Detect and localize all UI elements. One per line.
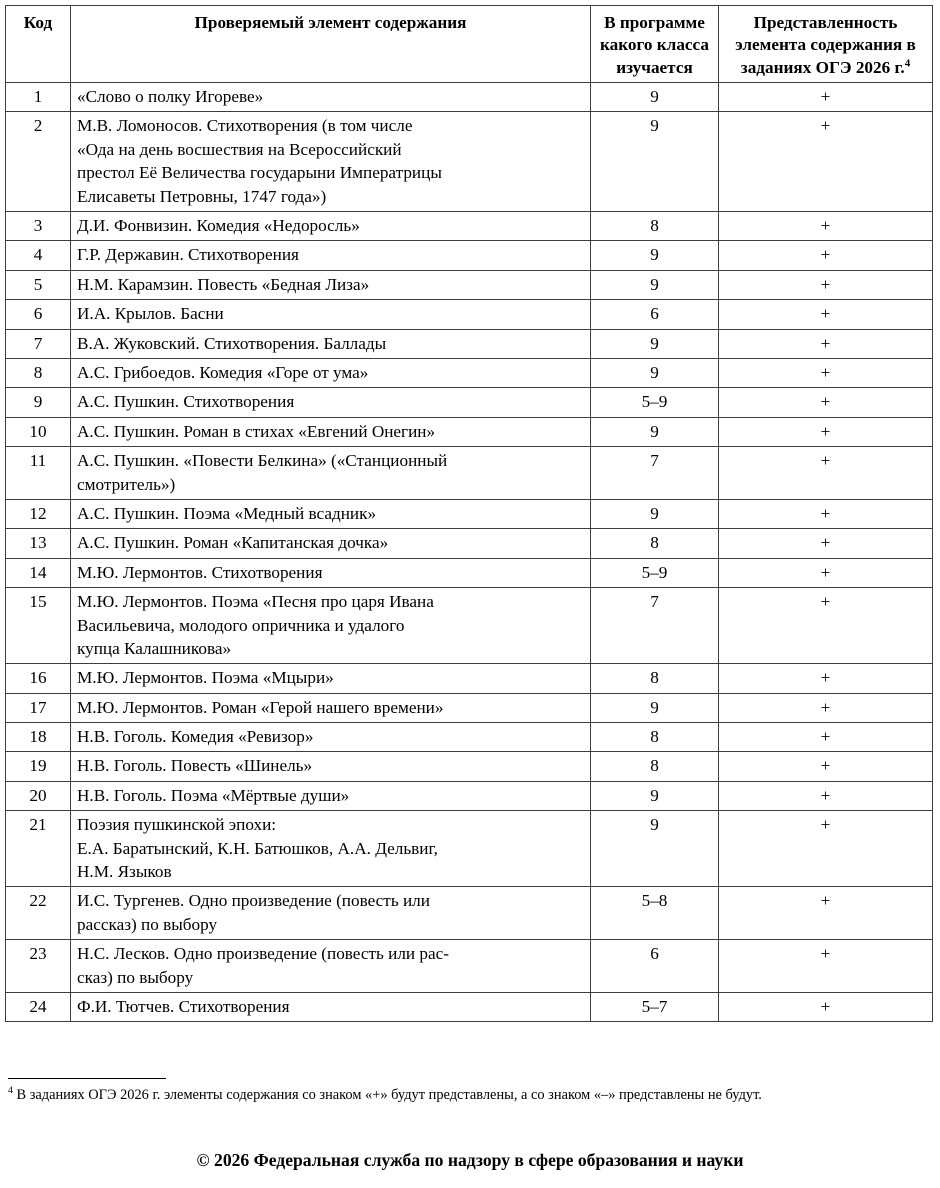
table-row: [6, 588, 933, 664]
content-element-line: престол Её Величества государыни Императрицы: [77, 163, 442, 183]
cell-representation: +: [719, 300, 933, 329]
column-header-class: В программе какого класса изучается: [591, 6, 719, 83]
content-element-line: И.А. Крылов. Басни: [77, 304, 224, 324]
content-element-line: Поэзия пушкинской эпохи:: [77, 815, 277, 835]
cell-representation: +: [719, 752, 933, 781]
cell-class: 5–7: [591, 992, 719, 1021]
column-header-code: Код: [6, 6, 71, 83]
cell-code: 5: [6, 270, 71, 299]
cell-code: 10: [6, 417, 71, 446]
content-element-line: М.Ю. Лермонтов. Роман «Герой нашего времени»: [77, 697, 444, 717]
cell-class: 9: [591, 499, 719, 528]
content-element-line: Н.В. Гоголь. Комедия «Ревизор»: [77, 727, 314, 747]
cell-class: 8: [591, 664, 719, 693]
cell-code: 19: [6, 752, 71, 781]
content-element-line: Д.И. Фонвизин. Комедия «Недоросль»: [77, 216, 360, 236]
content-element-line: Н.М. Карамзин. Повесть «Бедная Лиза»: [77, 274, 370, 294]
cell-representation: +: [719, 664, 933, 693]
cell-representation: +: [719, 811, 933, 887]
cell-representation: +: [719, 112, 933, 212]
table-row: [6, 781, 933, 810]
content-element-line: И.С. Тургенев. Одно произведение (повесть или: [77, 891, 430, 911]
cell-code: 24: [6, 992, 71, 1021]
cell-code: 15: [6, 588, 71, 664]
cell-class: 6: [591, 940, 719, 993]
cell-content-element: [71, 241, 591, 270]
content-element-line: А.С. Пушкин. Поэма «Медный всадник»: [77, 503, 377, 523]
cell-content-element: [71, 83, 591, 112]
cell-code: 20: [6, 781, 71, 810]
cell-code: 8: [6, 358, 71, 387]
cell-content-element: [71, 270, 591, 299]
table-row: [6, 558, 933, 587]
content-element-line: М.В. Ломоносов. Стихотворения (в том числе: [77, 116, 413, 136]
cell-representation: +: [719, 241, 933, 270]
cell-code: 13: [6, 529, 71, 558]
cell-content-element: [71, 388, 591, 417]
content-element-line: А.С. Грибоедов. Комедия «Горе от ума»: [77, 362, 369, 382]
cell-class: 9: [591, 112, 719, 212]
cell-class: 5–8: [591, 887, 719, 940]
cell-class: 9: [591, 811, 719, 887]
cell-class: 8: [591, 529, 719, 558]
cell-class: 9: [591, 693, 719, 722]
cell-code: 4: [6, 241, 71, 270]
content-element-line: Елисаветы Петровны, 1747 года»): [77, 186, 327, 206]
cell-content-element: [71, 723, 591, 752]
content-element-line: Н.В. Гоголь. Поэма «Мёртвые души»: [77, 785, 350, 805]
table-row: [6, 241, 933, 270]
cell-class: 9: [591, 270, 719, 299]
cell-class: 9: [591, 417, 719, 446]
cell-representation: +: [719, 358, 933, 387]
cell-content-element: [71, 300, 591, 329]
table-row: [6, 212, 933, 241]
footnote-number-icon: 4: [8, 1085, 13, 1097]
cell-representation: +: [719, 270, 933, 299]
table-row: [6, 529, 933, 558]
table-row: [6, 499, 933, 528]
footnote-separator-rule: [8, 1078, 166, 1079]
content-element-line: рассказ) по выбору: [77, 914, 218, 934]
cell-content-element: [71, 887, 591, 940]
table-row: [6, 693, 933, 722]
table-row: [6, 112, 933, 212]
cell-content-element: [71, 112, 591, 212]
cell-content-element: [71, 417, 591, 446]
cell-content-element: [71, 693, 591, 722]
content-element-line: Г.Р. Державин. Стихотворения: [77, 245, 299, 265]
cell-content-element: [71, 752, 591, 781]
cell-code: 7: [6, 329, 71, 358]
cell-content-element: [71, 329, 591, 358]
cell-content-element: [71, 529, 591, 558]
cell-class: 9: [591, 781, 719, 810]
table-row: [6, 417, 933, 446]
cell-representation: +: [719, 329, 933, 358]
cell-class: 8: [591, 723, 719, 752]
cell-class: 7: [591, 588, 719, 664]
table-row: [6, 992, 933, 1021]
footnote-block: [8, 1078, 898, 1106]
footnote-text: [8, 1086, 898, 1106]
content-element-line: М.Ю. Лермонтов. Поэма «Мцыри»: [77, 668, 334, 688]
table-row: [6, 358, 933, 387]
column-header-element: Проверяемый элемент содержания: [71, 6, 591, 83]
cell-class: 6: [591, 300, 719, 329]
content-element-line: А.С. Пушкин. «Повести Белкина» («Станционный: [77, 451, 448, 471]
content-element-line: смотритель»): [77, 474, 176, 494]
table-row: [6, 388, 933, 417]
cell-representation: +: [719, 417, 933, 446]
cell-code: 12: [6, 499, 71, 528]
column-header-representation-text: Представленность элемента содержания в заданиях ОГЭ 2026 г.: [735, 13, 916, 77]
cell-representation: +: [719, 558, 933, 587]
cell-representation: +: [719, 723, 933, 752]
cell-code: 6: [6, 300, 71, 329]
table-body: [6, 83, 933, 1022]
content-elements-table: [5, 5, 933, 1022]
cell-content-element: [71, 588, 591, 664]
footnote-marker-icon: 4: [904, 56, 911, 69]
cell-class: 9: [591, 329, 719, 358]
content-element-line: Васильевича, молодого опричника и удалого: [77, 615, 405, 635]
cell-class: 5–9: [591, 388, 719, 417]
content-element-line: М.Ю. Лермонтов. Стихотворения: [77, 562, 323, 582]
cell-code: 2: [6, 112, 71, 212]
table-row: [6, 664, 933, 693]
table-row: [6, 270, 933, 299]
cell-representation: +: [719, 388, 933, 417]
table-row: [6, 723, 933, 752]
cell-code: 18: [6, 723, 71, 752]
content-element-line: М.Ю. Лермонтов. Поэма «Песня про царя Ивана: [77, 592, 434, 612]
cell-content-element: [71, 992, 591, 1021]
cell-representation: +: [719, 940, 933, 993]
table-row: [6, 811, 933, 887]
cell-code: 16: [6, 664, 71, 693]
cell-representation: +: [719, 83, 933, 112]
cell-content-element: [71, 358, 591, 387]
content-element-line: «Ода на день восшествия на Всероссийский: [77, 139, 402, 159]
cell-class: 9: [591, 83, 719, 112]
content-element-line: купца Калашникова»: [77, 638, 232, 658]
cell-class: 8: [591, 212, 719, 241]
table-row: [6, 329, 933, 358]
cell-code: 11: [6, 447, 71, 500]
table-row: [6, 83, 933, 112]
content-element-line: Н.М. Языков: [77, 862, 172, 882]
cell-class: 5–9: [591, 558, 719, 587]
content-element-line: сказ) по выбору: [77, 967, 194, 987]
cell-class: 9: [591, 241, 719, 270]
table-row: [6, 752, 933, 781]
cell-class: 8: [591, 752, 719, 781]
cell-content-element: [71, 447, 591, 500]
cell-content-element: [71, 558, 591, 587]
cell-content-element: [71, 664, 591, 693]
cell-content-element: [71, 811, 591, 887]
cell-representation: +: [719, 588, 933, 664]
content-element-line: В.А. Жуковский. Стихотворения. Баллады: [77, 333, 387, 353]
content-element-line: А.С. Пушкин. Роман «Капитанская дочка»: [77, 533, 389, 553]
cell-code: 14: [6, 558, 71, 587]
content-element-line: Н.В. Гоголь. Повесть «Шинель»: [77, 756, 313, 776]
cell-representation: +: [719, 529, 933, 558]
table-header-row: [6, 6, 933, 83]
content-element-line: «Слово о полку Игореве»: [77, 87, 264, 107]
content-element-line: Ф.И. Тютчев. Стихотворения: [77, 996, 290, 1016]
cell-representation: +: [719, 693, 933, 722]
cell-representation: +: [719, 781, 933, 810]
cell-code: 3: [6, 212, 71, 241]
cell-code: 1: [6, 83, 71, 112]
cell-code: 23: [6, 940, 71, 993]
cell-content-element: [71, 212, 591, 241]
content-element-line: Н.С. Лесков. Одно произведение (повесть или рас-: [77, 944, 449, 964]
cell-representation: +: [719, 499, 933, 528]
cell-representation: +: [719, 887, 933, 940]
content-element-line: А.С. Пушкин. Роман в стихах «Евгений Онегин»: [77, 421, 436, 441]
copyright-line: © 2026 Федеральная служба по надзору в сфере образования и науки: [196, 1150, 744, 1170]
cell-content-element: [71, 940, 591, 993]
table-row: [6, 300, 933, 329]
cell-code: 22: [6, 887, 71, 940]
cell-class: 9: [591, 358, 719, 387]
cell-code: 17: [6, 693, 71, 722]
table-row: [6, 447, 933, 500]
cell-class: 7: [591, 447, 719, 500]
cell-representation: +: [719, 992, 933, 1021]
table-row: [6, 940, 933, 993]
cell-representation: +: [719, 447, 933, 500]
column-header-representation: [719, 6, 933, 83]
footnote-body: В заданиях ОГЭ 2026 г. элементы содержания со знаком «+» будут представлены, а со знаком «–» представлены не будут.: [16, 1087, 762, 1103]
cell-content-element: [71, 781, 591, 810]
cell-content-element: [71, 499, 591, 528]
table-row: [6, 887, 933, 940]
cell-representation: +: [719, 212, 933, 241]
content-element-line: Е.А. Баратынский, К.Н. Батюшков, А.А. Дельвиг,: [77, 838, 438, 858]
cell-code: 9: [6, 388, 71, 417]
cell-code: 21: [6, 811, 71, 887]
content-element-line: А.С. Пушкин. Стихотворения: [77, 392, 295, 412]
